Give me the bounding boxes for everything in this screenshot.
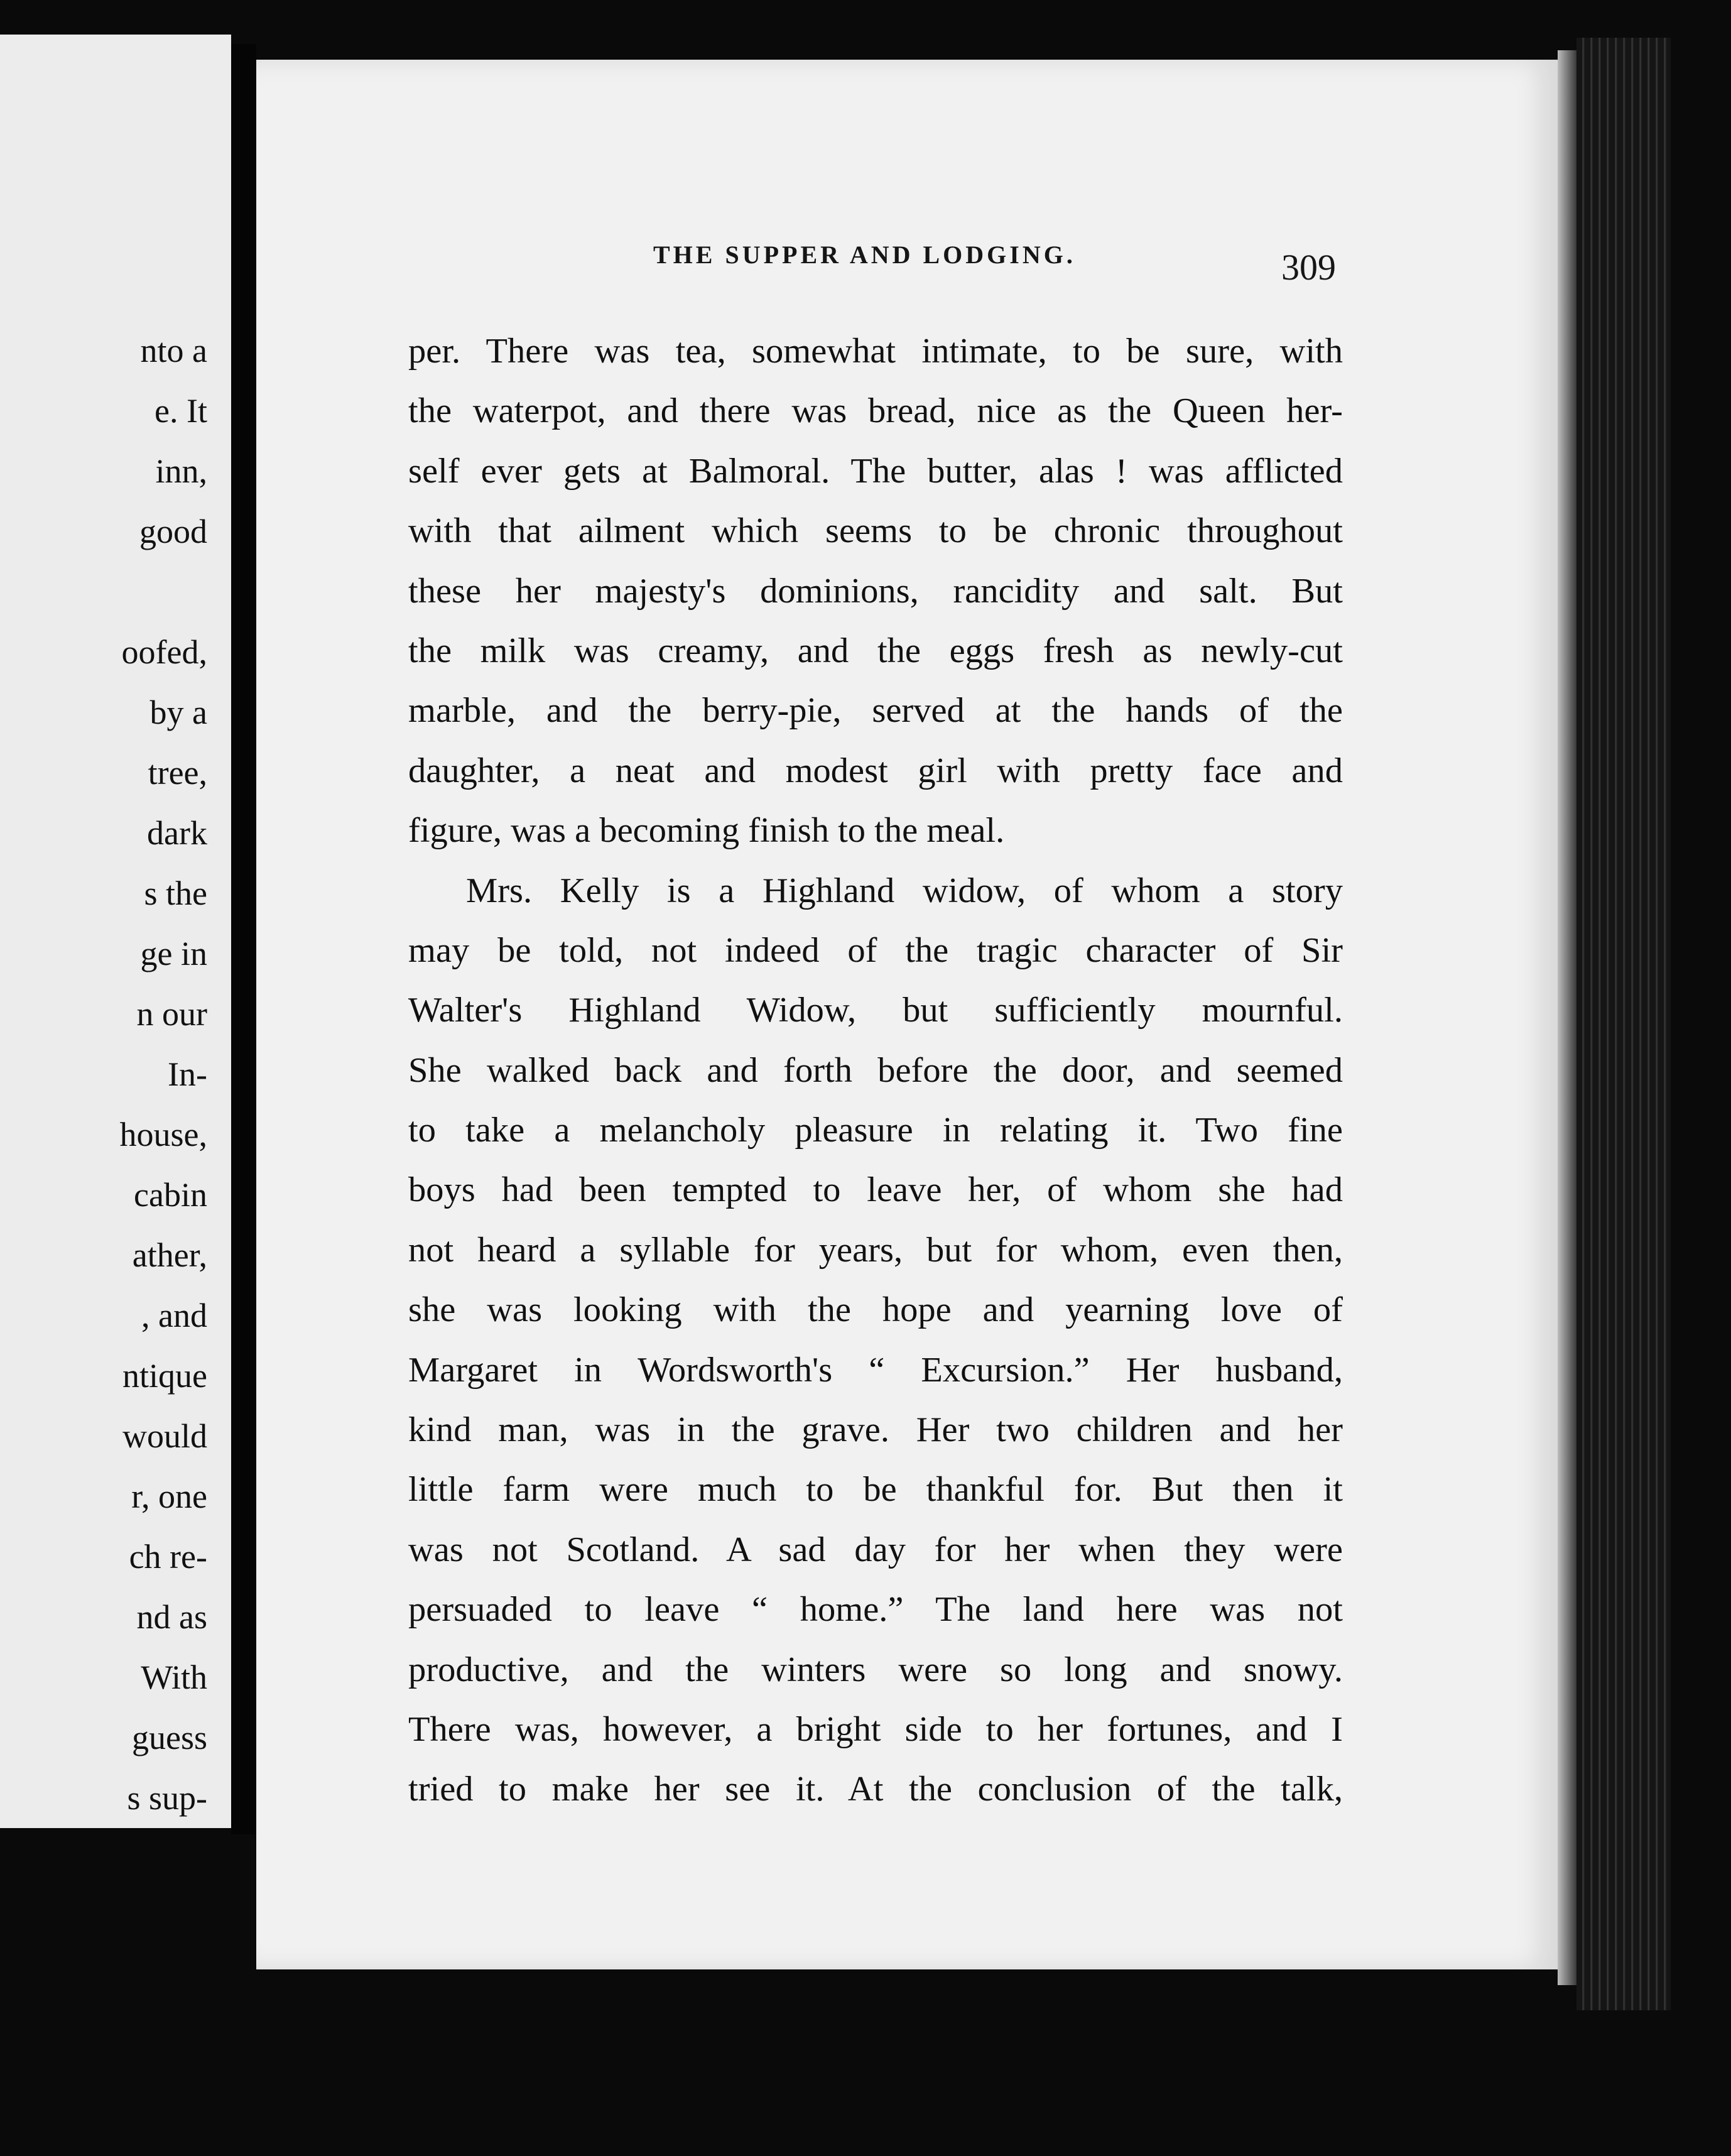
left-line: guess: [132, 1719, 207, 1756]
left-line: dark: [147, 814, 207, 852]
left-line: ather,: [132, 1236, 207, 1274]
left-line: inn,: [155, 452, 207, 490]
left-line: good: [139, 513, 207, 550]
left-line: In-: [168, 1055, 207, 1093]
text-line: Mrs. Kelly is a Highland widow, of whom a story: [466, 871, 1343, 910]
left-line: , and: [141, 1297, 207, 1334]
text-line: these her majesty's dominions, rancidity and salt. But: [408, 571, 1343, 611]
left-line: s sup-: [127, 1779, 207, 1817]
text-line: She walked back and forth before the door, and seemed: [408, 1050, 1343, 1090]
text-line: daughter, a neat and modest girl with pretty face and: [408, 751, 1343, 790]
text-line: persuaded to leave “ home.” The land here was not: [408, 1590, 1343, 1630]
text-line: to take a melancholy pleasure in relating it. Two fine: [408, 1111, 1343, 1150]
text-line: may be told, not indeed of the tragic character of Sir: [408, 930, 1343, 970]
page-edge: [1558, 50, 1576, 1985]
text-line: not heard a syllable for years, but for whom, even then,: [408, 1230, 1343, 1270]
text-line: Walter's Highland Widow, but sufficiently mournful.: [408, 991, 1343, 1030]
page-body: [408, 322, 1343, 1820]
text-line: Margaret in Wordsworth's “ Excursion.” Her husband,: [408, 1350, 1343, 1390]
left-line: nd as: [136, 1598, 207, 1636]
left-line: tree,: [148, 754, 207, 792]
text-line: self ever gets at Balmoral. The butter, alas ! was afflicted: [408, 451, 1343, 491]
text-line: was not Scotland. A sad day for her when they were: [408, 1530, 1343, 1569]
page-number: 309: [1281, 247, 1336, 288]
text-line: per. There was tea, somewhat intimate, to be sure, with: [408, 332, 1343, 371]
book-gutter: [231, 44, 256, 1834]
book-edge: [1576, 38, 1671, 2010]
left-line: e. It: [155, 392, 207, 430]
left-page-text: [120, 320, 207, 1828]
left-line: oofed,: [121, 633, 207, 671]
text-line: the milk was creamy, and the eggs fresh as newly-cut: [408, 631, 1343, 670]
text-line: figure, was a becoming finish to the meal.: [408, 811, 1005, 851]
text-line: she was looking with the hope and yearning love of: [408, 1290, 1343, 1330]
text-line: little farm were much to be thankful for. But then it: [408, 1470, 1343, 1510]
text-line: kind man, was in the grave. Her two children and her: [408, 1410, 1343, 1450]
left-line: cabin: [134, 1176, 207, 1214]
left-line: [120, 562, 207, 622]
left-line: ntique: [122, 1357, 207, 1395]
text-line: the waterpot, and there was bread, nice as the Queen her-: [408, 391, 1343, 431]
left-line: With: [141, 1658, 207, 1696]
left-line: house,: [119, 1116, 207, 1153]
left-line: ch re-: [129, 1538, 207, 1576]
text-line: There was, however, a bright side to her fortunes, and I: [408, 1709, 1343, 1749]
left-line: n our: [136, 995, 207, 1033]
text-line: boys had been tempted to leave her, of whom she had: [408, 1170, 1343, 1210]
left-line: by a: [149, 694, 207, 731]
left-line: ge in: [140, 935, 207, 972]
text-line: marble, and the berry-pie, served at the hands of the: [408, 691, 1343, 731]
text-line: productive, and the winters were so long and snowy.: [408, 1650, 1343, 1689]
text-line: with that ailment which seems to be chronic throughout: [408, 511, 1343, 551]
text-line: tried to make her see it. At the conclusion of the talk,: [408, 1770, 1343, 1809]
left-line: s the: [144, 874, 207, 912]
left-page: [0, 35, 231, 1828]
running-title: THE SUPPER AND LODGING.: [653, 241, 1076, 269]
left-line: r, one: [131, 1478, 207, 1515]
left-line: would: [122, 1417, 207, 1455]
left-line: nto a: [140, 332, 207, 369]
